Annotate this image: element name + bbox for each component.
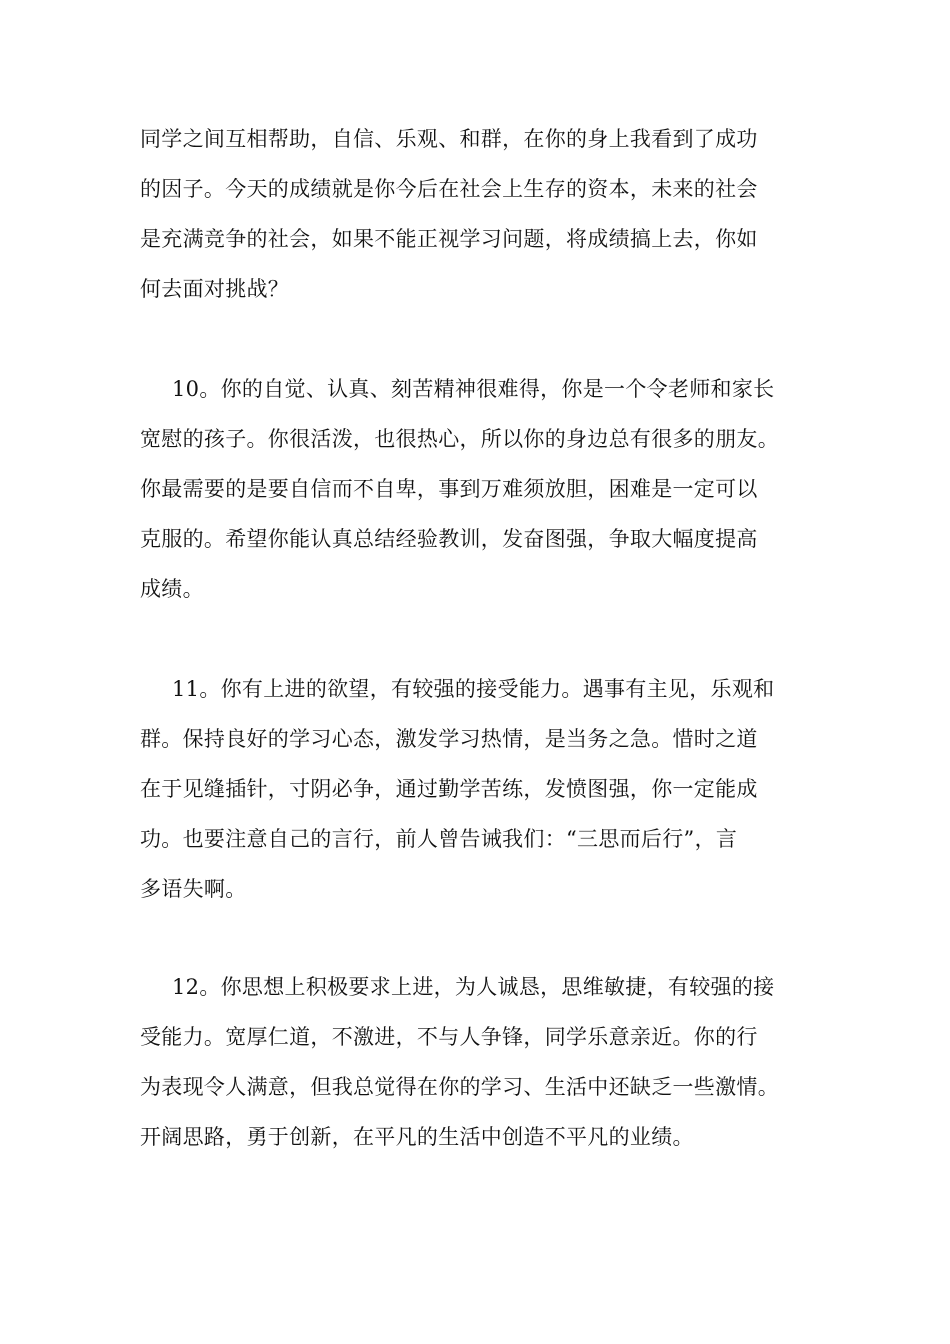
paragraph-1-line-4: 何去面对挑战？ (140, 277, 290, 301)
paragraph-11-line-5: 多语失啊。 (140, 877, 247, 901)
paragraph-10-line-2: 宽慰的孩子。你很活泼，也很热心，所以你的身边总有很多的朋友。 (140, 427, 779, 451)
paragraph-12-line-3: 为表现令人满意，但我总觉得在你的学习、生活中还缺乏一些激情。 (140, 1075, 779, 1099)
paragraph-10-line-3: 你最需要的是要自信而不自卑，事到万难须放胆，困难是一定可以 (140, 477, 758, 501)
paragraph-10-line-1: 10。你的自觉、认真、刻苦精神很难得，你是一个令老师和家长 (172, 377, 775, 401)
paragraph-11-line-2: 群。保持良好的学习心态，激发学习热情，是当务之急。惜时之道 (140, 727, 758, 751)
paragraph-11-line-4: 功。也要注意自己的言行，前人曾告诫我们：“三思而后行”，言 (140, 827, 738, 851)
paragraph-1-line-1: 同学之间互相帮助，自信、乐观、和群，在你的身上我看到了成功 (140, 127, 758, 151)
paragraph-12-line-4: 开阔思路，勇于创新，在平凡的生活中创造不平凡的业绩。 (140, 1125, 694, 1149)
paragraph-12-line-2: 受能力。宽厚仁道，不激进，不与人争锋，同学乐意亲近。你的行 (140, 1025, 758, 1049)
paragraph-11-line-1: 11。你有上进的欲望，有较强的接受能力。遇事有主见，乐观和 (172, 677, 775, 701)
paragraph-10-line-4: 克服的。希望你能认真总结经验教训，发奋图强，争取大幅度提高 (140, 527, 758, 551)
paragraph-11-line-3: 在于见缝插针，寸阴必争，通过勤学苦练，发愤图强，你一定能成 (140, 777, 758, 801)
paragraph-1-line-3: 是充满竞争的社会，如果不能正视学习问题，将成绩搞上去，你如 (140, 227, 758, 251)
paragraph-10-line-5: 成绩。 (140, 577, 204, 601)
paragraph-12-line-1: 12。你思想上积极要求上进，为人诚恳，思维敏捷，有较强的接 (172, 975, 775, 999)
paragraph-1-line-2: 的因子。今天的成绩就是你今后在社会上生存的资本，未来的社会 (140, 177, 758, 201)
